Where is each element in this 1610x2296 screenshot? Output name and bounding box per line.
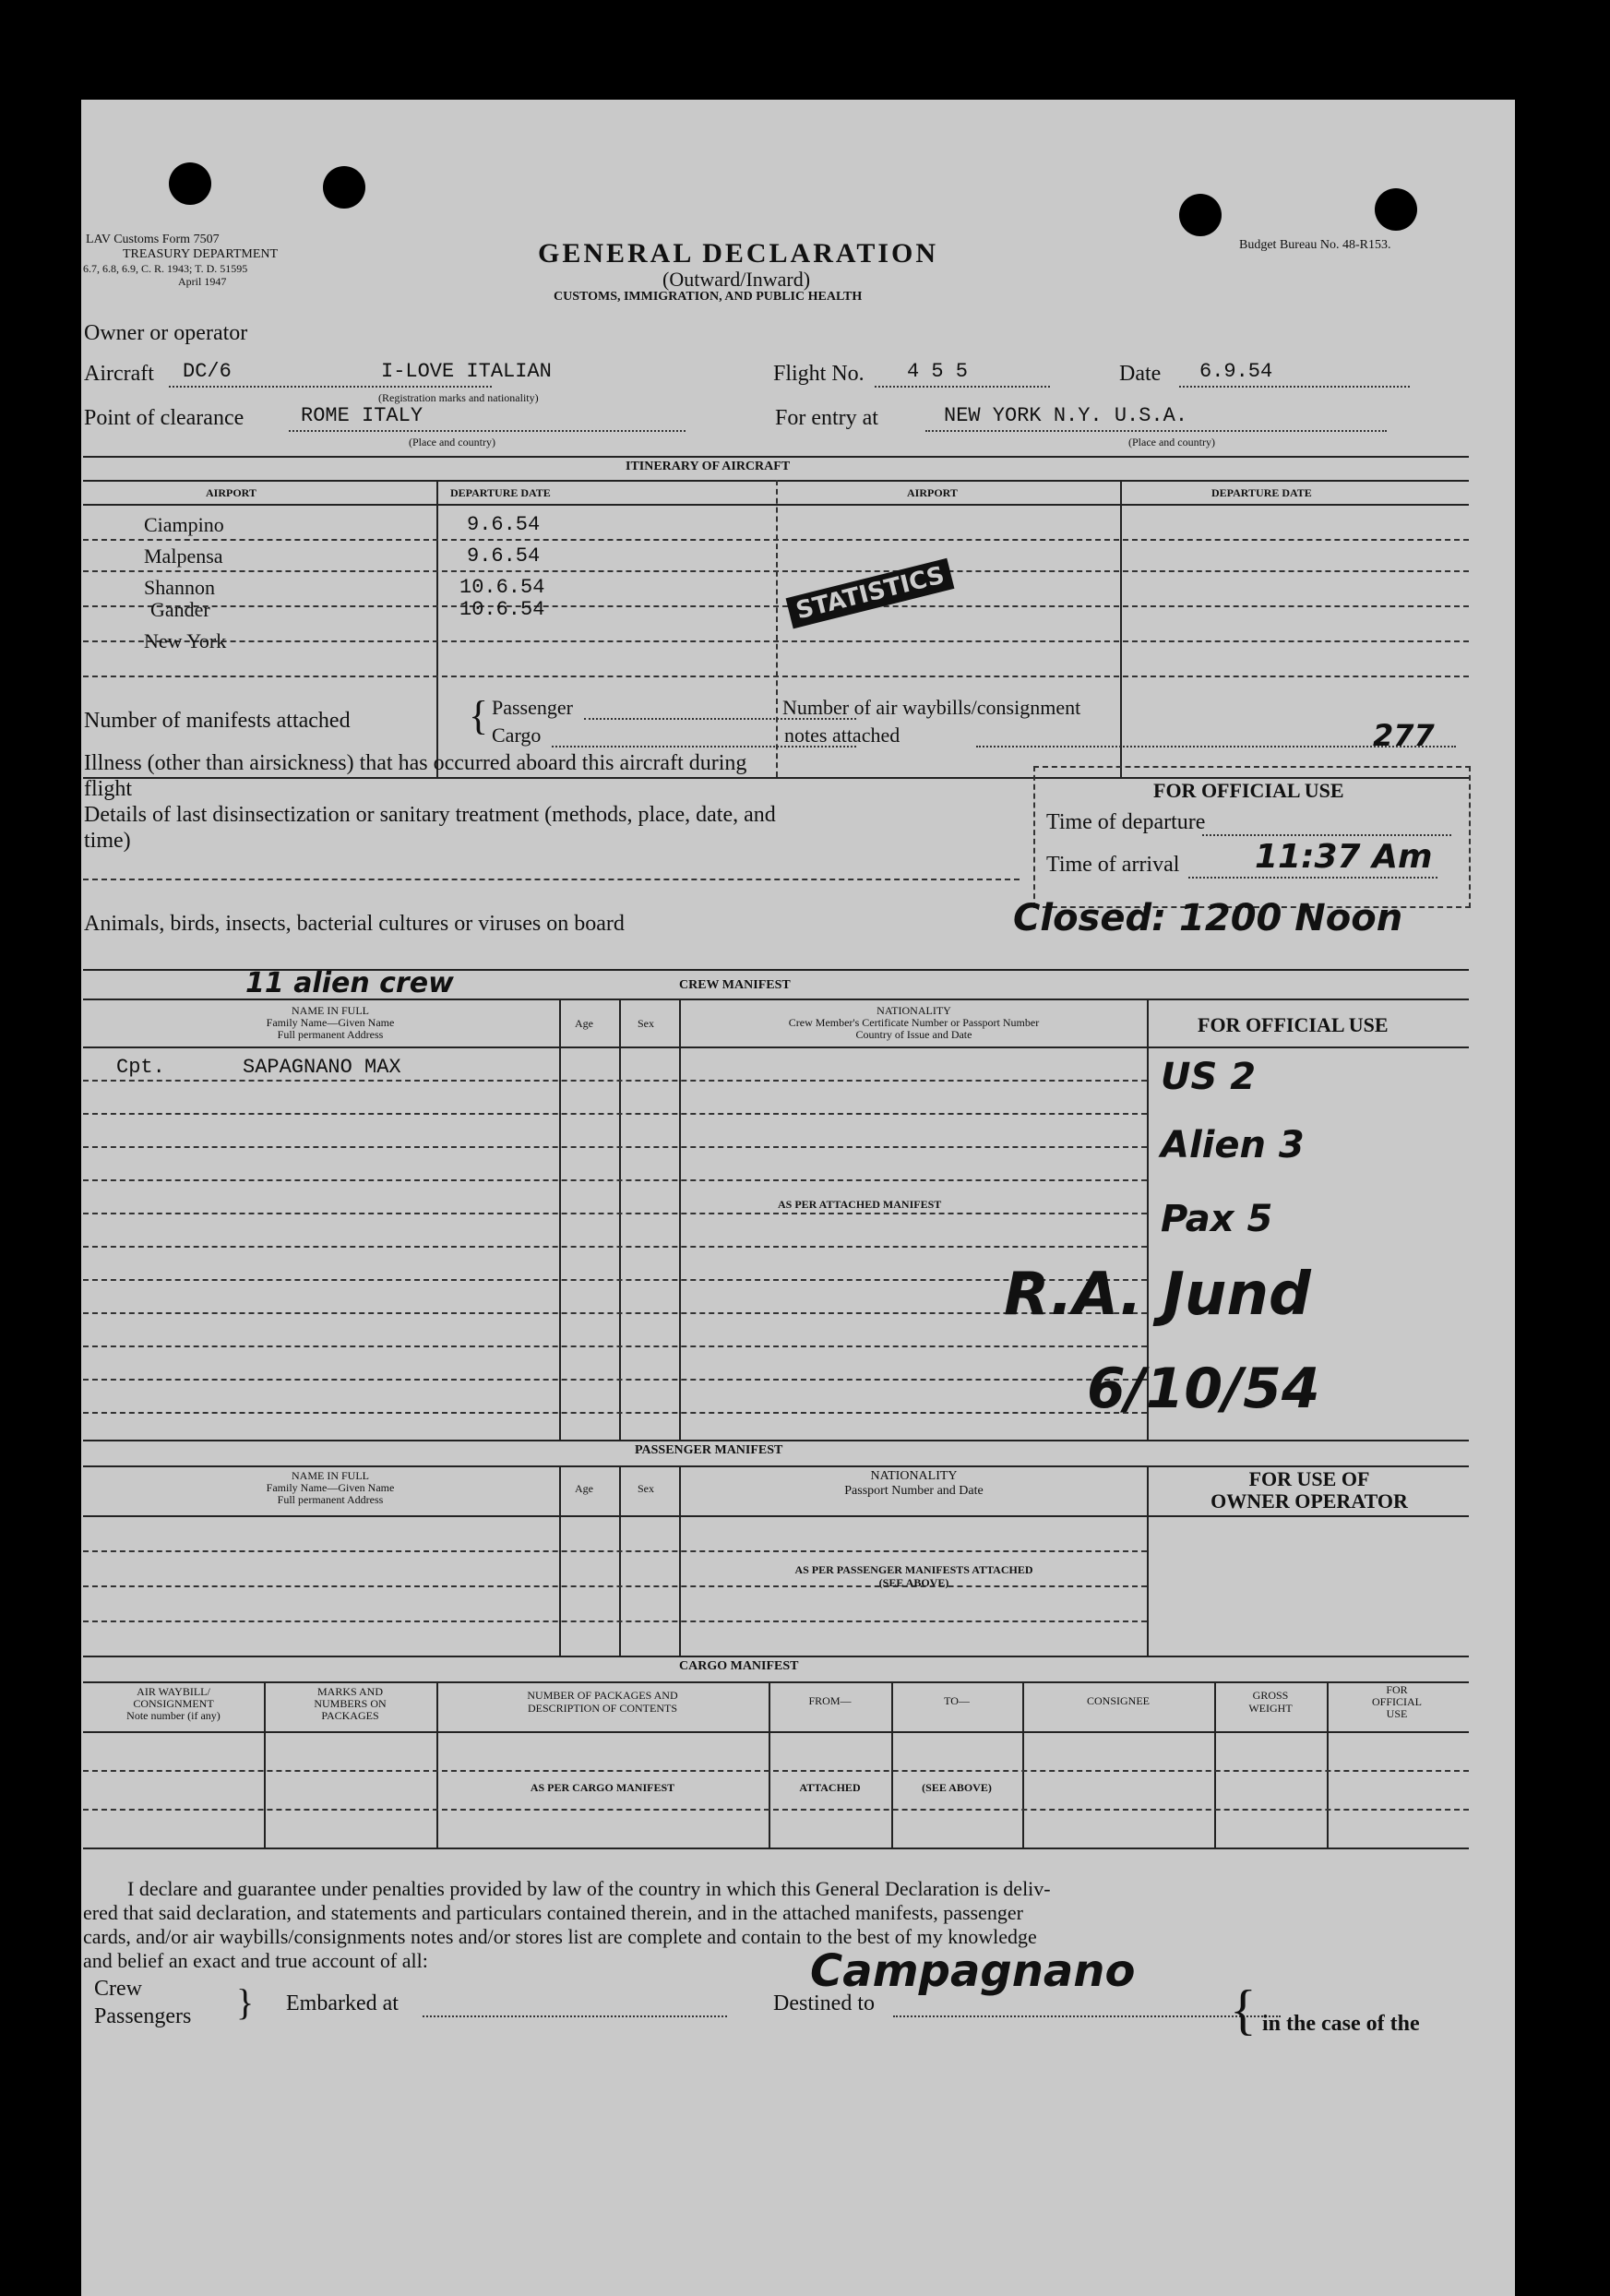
notes-label: notes attached [784, 723, 900, 747]
clearance-label: Point of clearance [84, 406, 244, 430]
owner-label: Owner or operator [84, 321, 248, 345]
punch-hole [1179, 194, 1222, 236]
captain-signature: Campagnano [810, 1945, 1136, 1997]
flight-label: Flight No. [773, 362, 865, 386]
pax-col-age: Age [575, 1482, 593, 1495]
entry-caption: (Place and country) [1128, 436, 1215, 448]
itinerary-airport: Gander [150, 598, 210, 621]
manifests-label: Number of manifests attached [84, 709, 351, 733]
punch-hole [323, 166, 365, 209]
crew-count-label: Crew [94, 1977, 142, 2001]
col-airport-2: AIRPORT [907, 486, 958, 499]
statistics-stamp: STATISTICS [786, 558, 955, 629]
col-departure-2: DEPARTURE DATE [1211, 486, 1312, 499]
aircraft-label: Aircraft [84, 362, 154, 386]
tally-pax: Pax 5 [1161, 1198, 1273, 1240]
clearance-value: ROME ITALY [301, 404, 423, 427]
official-title: FOR OFFICIAL USE [1153, 779, 1344, 802]
cargo-col-packages-2: DESCRIPTION OF CONTENTS [527, 1702, 677, 1715]
departure-time-label: Time of departure [1046, 810, 1206, 834]
crew-col-nationality-3: Country of Issue and Date [855, 1028, 972, 1041]
itinerary-date: 10.6.54 [459, 576, 545, 599]
page-title: GENERAL DECLARATION [538, 238, 939, 269]
col-airport: AIRPORT [206, 486, 256, 499]
crew-col-sex: Sex [638, 1017, 654, 1030]
pax-col-nationality-2: Passport Number and Date [844, 1484, 984, 1498]
registration-caption: (Registration marks and nationality) [378, 391, 539, 404]
cargo-col-official: FOR [1386, 1683, 1408, 1696]
pax-col-name-2: Family Name—Given Name [266, 1481, 395, 1494]
case-label: in the case of the [1262, 2012, 1420, 2036]
entry-value: NEW YORK N.Y. U.S.A. [944, 404, 1188, 427]
embarked-label: Embarked at [286, 1991, 399, 2015]
arrival-time-value: 11:37 Am [1255, 838, 1433, 876]
crew-member-name: SAPAGNANO MAX [243, 1056, 401, 1079]
crew-title: CREW MANIFEST [679, 978, 791, 992]
punch-hole [169, 162, 211, 205]
itinerary-airport: Malpensa [144, 544, 223, 568]
cargo-title: CARGO MANIFEST [679, 1659, 799, 1673]
tally-alien: Alien 3 [1161, 1124, 1305, 1166]
cargo-label: Cargo [492, 723, 542, 747]
cargo-col-weight-2: WEIGHT [1248, 1702, 1293, 1715]
budget-number: Budget Bureau No. 48-R153. [1239, 238, 1391, 252]
cargo-col-waybill: AIR WAYBILL/ [137, 1685, 210, 1698]
crew-attached: AS PER ATTACHED MANIFEST [778, 1198, 942, 1211]
cargo-value-packages: AS PER CARGO MANIFEST [530, 1781, 675, 1794]
cargo-col-official-3: USE [1386, 1707, 1408, 1720]
crew-col-name-3: Full permanent Address [277, 1028, 384, 1041]
closed-note: Closed: 1200 Noon [1013, 897, 1403, 939]
form-date: April 1947 [178, 275, 227, 288]
itinerary-date: 9.6.54 [467, 544, 541, 568]
aircraft-value: DC/6 [183, 360, 232, 383]
col-departure: DEPARTURE DATE [450, 486, 551, 499]
pax-attached-2: (SEE ABOVE) [878, 1576, 949, 1589]
pax-col-nationality: NATIONALITY [870, 1469, 958, 1483]
brace: } [236, 1981, 255, 2023]
regulation: 6.7, 6.8, 6.9, C. R. 1943; T. D. 51595 [83, 262, 248, 275]
declaration-form [81, 100, 1515, 2296]
cargo-col-official-2: OFFICIAL [1371, 1695, 1422, 1708]
page-subtitle: (Outward/Inward) [662, 268, 811, 291]
cargo-value-from: ATTACHED [799, 1781, 861, 1794]
waybills-label: Number of air waybills/consignment [782, 696, 1081, 719]
form-number: LAV Customs Form 7507 [86, 233, 220, 246]
cargo-col-marks-3: PACKAGES [321, 1709, 379, 1722]
manifest-count: 277 [1373, 718, 1435, 753]
punch-hole [1375, 188, 1417, 231]
illness-label-2: flight [84, 777, 132, 801]
date-label: Date [1119, 362, 1162, 386]
disinsect-label-2: time) [84, 829, 131, 853]
crew-col-official: FOR OFFICIAL USE [1198, 1013, 1389, 1036]
brace: { [1230, 1979, 1257, 2040]
crew-member-rank: Cpt. [116, 1056, 165, 1079]
cargo-col-marks: MARKS AND [316, 1685, 383, 1698]
entry-label: For entry at [775, 406, 878, 430]
cargo-col-consignee: CONSIGNEE [1087, 1694, 1150, 1707]
itinerary-title: ITINERARY OF AIRCRAFT [626, 460, 791, 473]
declaration-line-1: I declare and guarantee under penalties provided by law of the country in which this General Declaration is deliv- [127, 1877, 1051, 1900]
disinsect-label: Details of last disinsectization or sanitary treatment (methods, place, date, and [84, 803, 776, 827]
inspector-date: 6/10/54 [1087, 1357, 1320, 1421]
flight-value: 4 5 5 [907, 360, 969, 383]
cargo-col-from: FROM— [808, 1694, 852, 1707]
registration-value: I-LOVE ITALIAN [381, 360, 552, 383]
inspector-signature: R.A. Jund [1004, 1261, 1311, 1329]
pax-col-owner: FOR USE OF [1248, 1467, 1370, 1490]
crew-col-nationality-2: Crew Member's Certificate Number or Passport Number [788, 1016, 1040, 1029]
date-value: 6.9.54 [1199, 360, 1273, 383]
page-subtitle-2: CUSTOMS, IMMIGRATION, AND PUBLIC HEALTH [554, 290, 863, 304]
passenger-title: PASSENGER MANIFEST [635, 1443, 783, 1457]
crew-col-name: NAME IN FULL [292, 1004, 369, 1017]
brace: { [469, 693, 489, 738]
cargo-col-waybill-3: Note number (if any) [126, 1709, 221, 1722]
itinerary-airport: Shannon [144, 576, 215, 599]
declaration-line-4: and belief an exact and true account of all: [83, 1949, 428, 1972]
pax-attached: AS PER PASSENGER MANIFESTS ATTACHED [794, 1563, 1033, 1576]
clearance-caption: (Place and country) [409, 436, 495, 448]
cargo-col-marks-2: NUMBERS ON [314, 1697, 387, 1710]
pax-col-name: NAME IN FULL [292, 1469, 369, 1482]
pax-col-name-3: Full permanent Address [277, 1493, 384, 1506]
illness-label: Illness (other than airsickness) that has occurred aboard this aircraft during [84, 751, 747, 775]
itinerary-airport: Ciampino [144, 513, 224, 536]
cargo-col-to: TO— [944, 1694, 970, 1707]
crew-col-name-2: Family Name—Given Name [266, 1016, 395, 1029]
itinerary-date: 9.6.54 [467, 513, 541, 536]
cargo-col-waybill-2: CONSIGNMENT [133, 1697, 214, 1710]
department: TREASURY DEPARTMENT [123, 247, 279, 261]
cargo-col-weight: GROSS [1252, 1689, 1289, 1702]
alien-crew-note: 11 alien crew [245, 967, 454, 999]
cargo-value-to: (SEE ABOVE) [922, 1781, 992, 1794]
pax-col-sex: Sex [638, 1482, 654, 1495]
tally-us: US 2 [1161, 1056, 1257, 1098]
itinerary-airport: New York [144, 629, 227, 652]
passengers-count-label: Passengers [94, 2004, 192, 2028]
declaration-line-3: cards, and/or air waybills/consignments notes and/or stores list are complete and contain to the best of my knowledge [83, 1925, 1037, 1948]
animals-label: Animals, birds, insects, bacterial cultures or viruses on board [84, 912, 625, 936]
crew-col-age: Age [575, 1017, 593, 1030]
pax-col-owner-2: OWNER OPERATOR [1210, 1489, 1408, 1513]
declaration-line-2: ered that said declaration, and statements and particulars contained therein, and in the attached manifests, passenger [83, 1901, 1023, 1924]
itinerary-date: 10.6.54 [459, 598, 545, 621]
destined-label: Destined to [773, 1991, 875, 2015]
cargo-col-packages: NUMBER OF PACKAGES AND [527, 1689, 678, 1702]
arrival-time-label: Time of arrival [1046, 853, 1180, 877]
passenger-label: Passenger [492, 696, 573, 719]
crew-col-nationality: NATIONALITY [877, 1004, 951, 1017]
